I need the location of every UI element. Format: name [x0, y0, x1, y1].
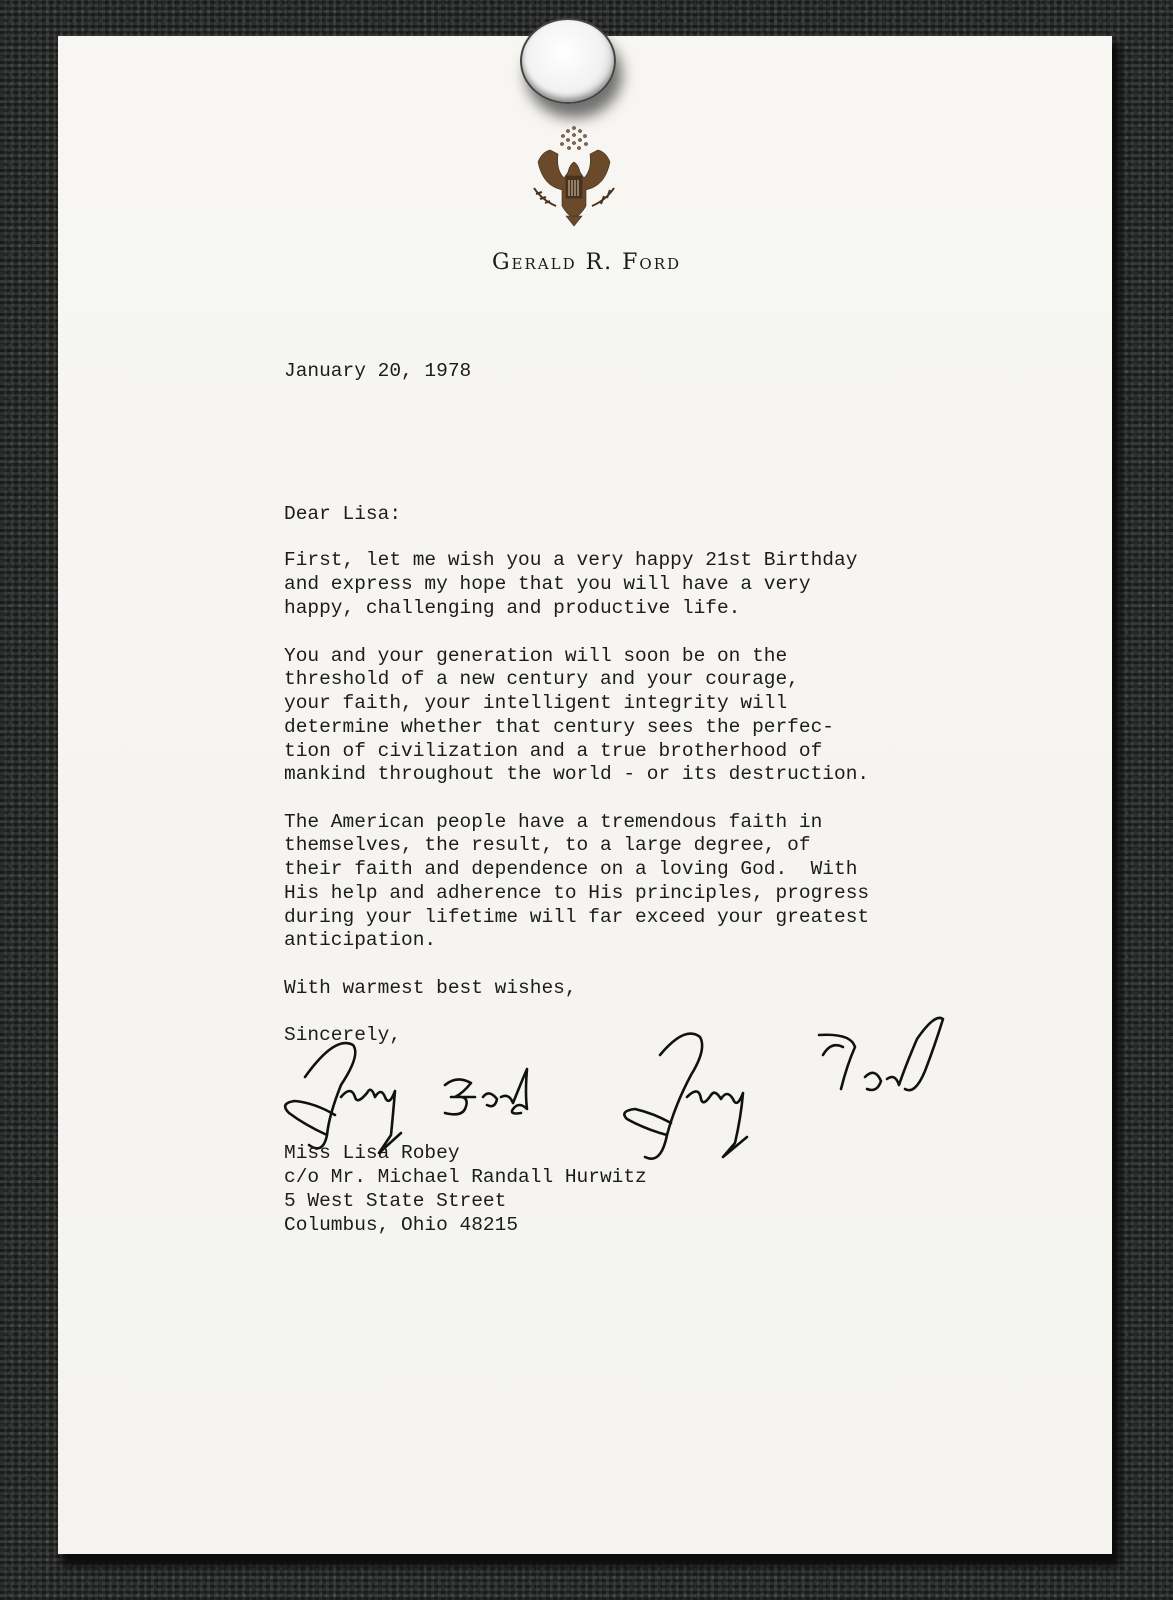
paragraph-line: mankind throughout the world - or its destruction. [284, 763, 870, 785]
paragraph-line: The American people have a tremendous faith in [284, 811, 823, 833]
address-line: Columbus, Ohio 48215 [284, 1214, 519, 1236]
closing-wish: With warmest best wishes, [284, 977, 577, 999]
paragraph-line: and express my hope that you will have a very [284, 573, 811, 595]
closing: Sincerely, [284, 1024, 402, 1046]
paragraph-line: anticipation. [284, 929, 437, 951]
paragraph-line: their faith and dependence on a loving God. With [284, 858, 858, 880]
paragraph-line: your faith, your intelligent integrity will [284, 692, 788, 714]
letter-date: January 20, 1978 [284, 360, 472, 382]
address-line: Miss Lisa Robey [284, 1142, 460, 1164]
paragraph-line: His help and adherence to His principles, progress [284, 882, 870, 904]
address-line: c/o Mr. Michael Randall Hurwitz [284, 1166, 647, 1188]
salutation: Dear Lisa: [284, 503, 402, 525]
paragraph-line: tion of civilization and a true brotherhood of [284, 740, 823, 762]
paragraph-line: First, let me wish you a very happy 21st Birthday [284, 549, 858, 571]
presidential-seal-icon [528, 120, 620, 228]
signature-1 [285, 1043, 527, 1153]
paragraph-line: during your lifetime will far exceed your greatest [284, 906, 870, 928]
signature-2 [624, 1018, 943, 1159]
magnet-pin-icon [520, 18, 616, 104]
letterhead-name: Gerald R. Ford [491, 250, 682, 275]
paragraph-line: happy, challenging and productive life. [284, 597, 741, 619]
address-line: 5 West State Street [284, 1190, 507, 1212]
paragraph-line: threshold of a new century and your courage, [284, 668, 799, 690]
paragraph-line: You and your generation will soon be on the [284, 645, 788, 667]
paragraph-line: determine whether that century sees the perfec- [284, 716, 834, 738]
paragraph-line: themselves, the result, to a large degree, of [284, 834, 811, 856]
